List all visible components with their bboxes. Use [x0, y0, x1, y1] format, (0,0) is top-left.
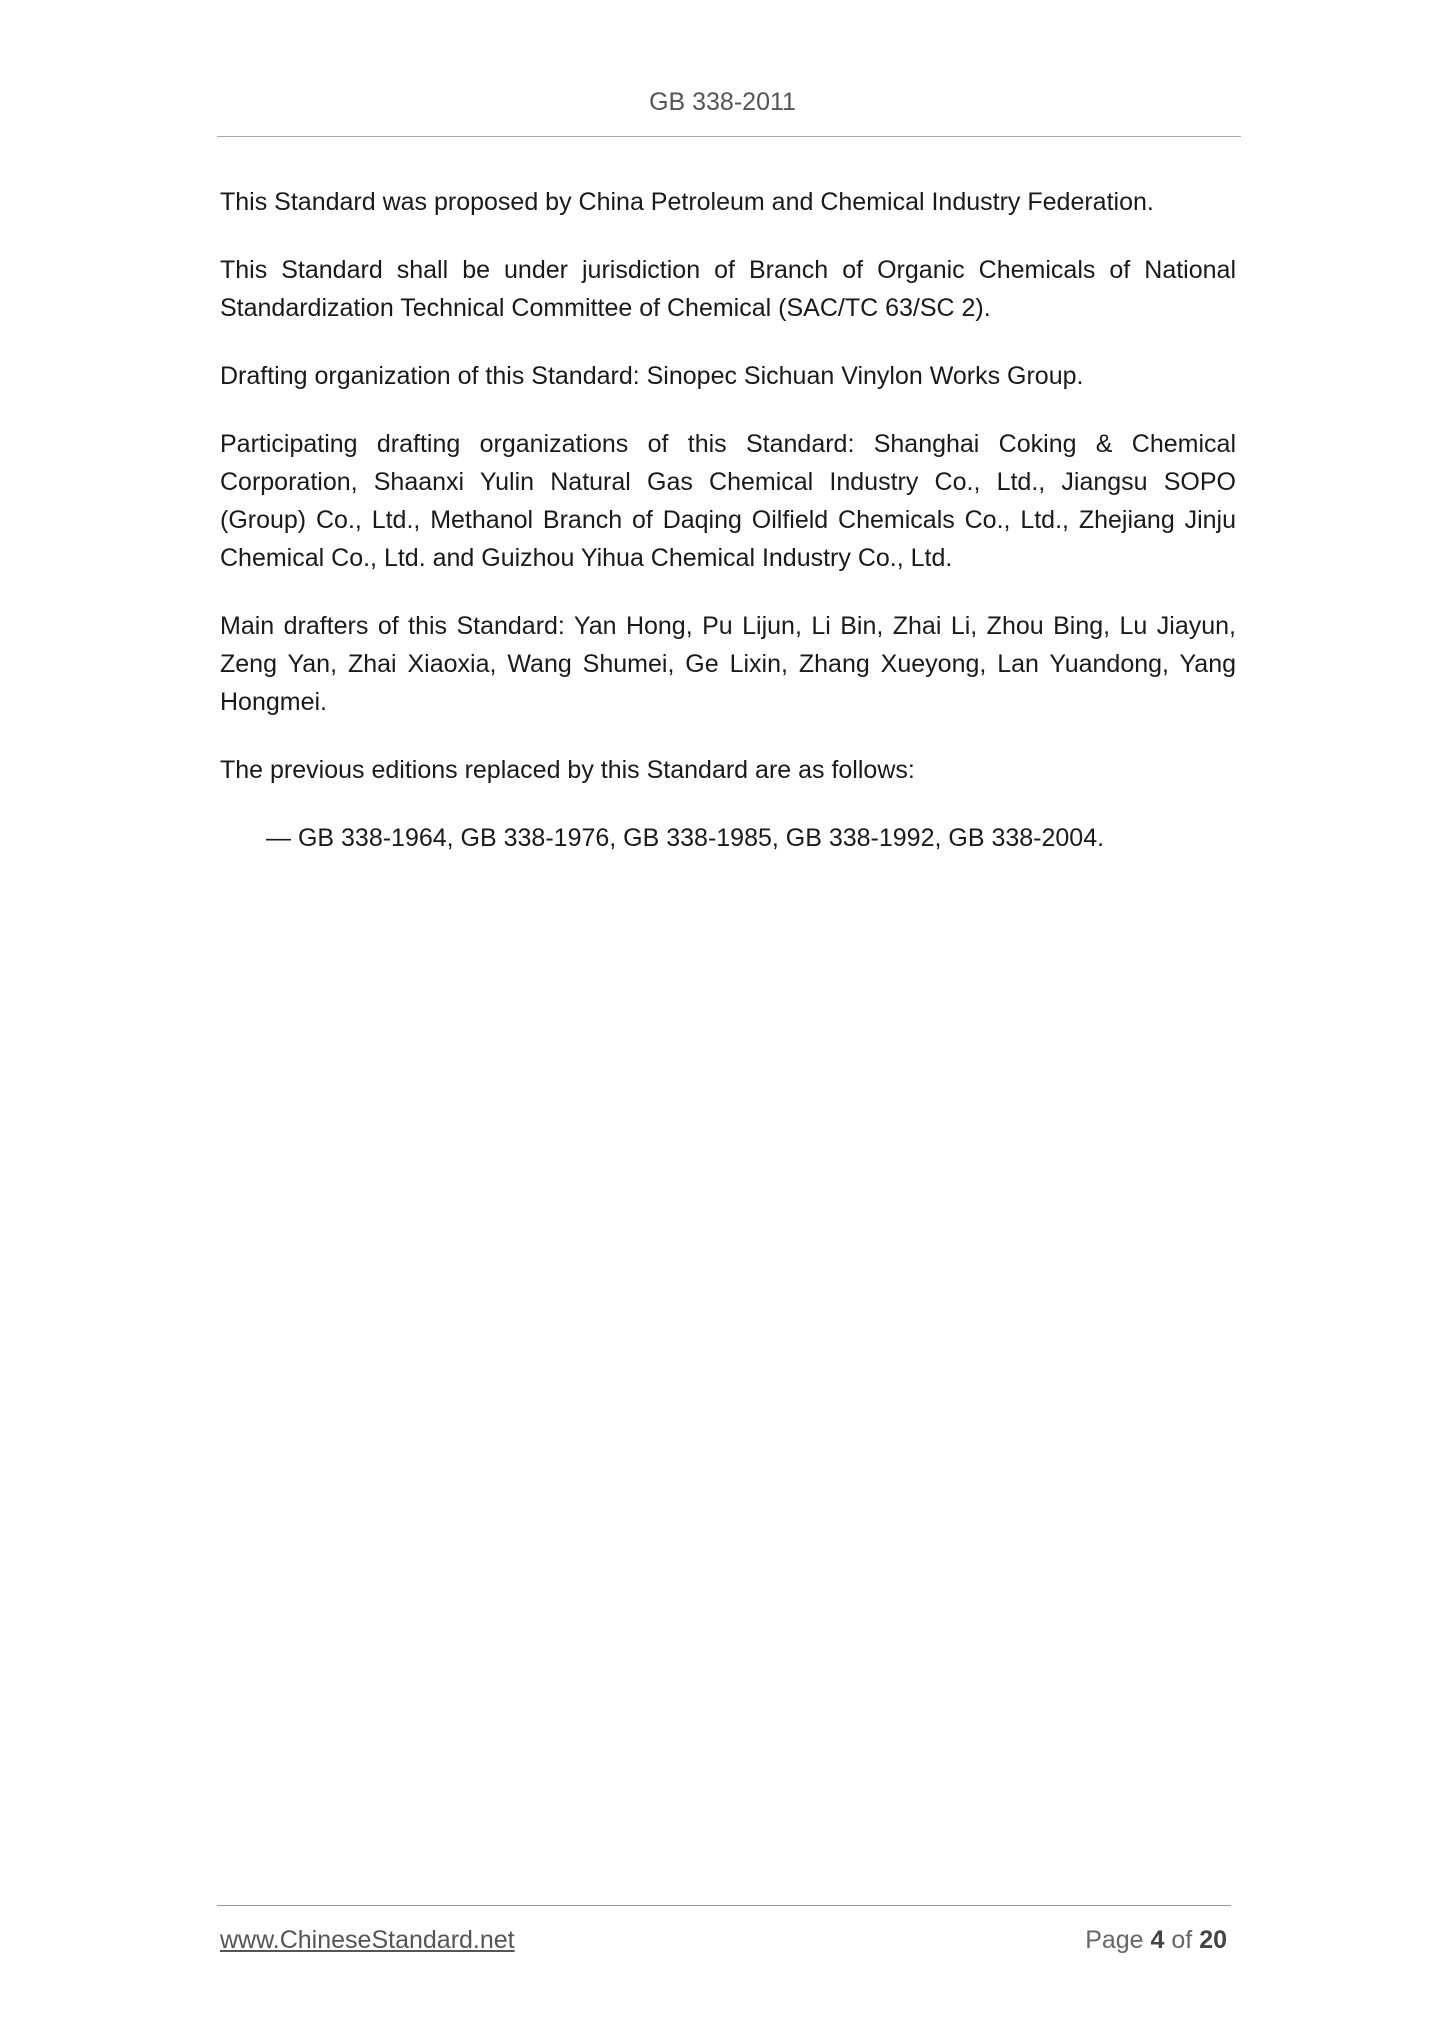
document-body	[220, 183, 1236, 857]
page-number	[1085, 1926, 1227, 1955]
header-divider	[217, 136, 1241, 137]
paragraph-participating-organizations: Participating drafting organizations of this Standard: Shanghai Coking & Chemical Corporation, Shaanxi Yulin Natural Gas Chemical Industry Co., Ltd., Jiangsu SOPO (Group) Co., Ltd., Methanol Branch of Daqing Oilfield Chemicals Co., Ltd., Zhejiang Jinju Chemical Co., Ltd. and Guizhou Yihua Chemical Industry Co., Ltd.	[220, 430, 1236, 572]
paragraph-main-drafters: Main drafters of this Standard: Yan Hong, Pu Lijun, Li Bin, Zhai Li, Zhou Bing, Lu Jiayun, Zeng Yan, Zhai Xiaoxia, Wang Shumei, Ge Lixin, Zhang Xueyong, Lan Yuandong, Yang Hongmei.	[220, 612, 1236, 716]
page-total: 20	[1199, 1926, 1227, 1954]
paragraph-jurisdiction: This Standard shall be under jurisdiction of Branch of Organic Chemicals of National Standardization Technical Committee of Chemical (SAC/TC 63/SC 2).	[220, 256, 1236, 322]
page-current: 4	[1150, 1926, 1165, 1954]
website-link[interactable]: www.ChineseStandard.net	[220, 1926, 515, 1954]
paragraph-previous-editions: The previous editions replaced by this Standard are as follows:	[220, 756, 915, 784]
list-item: — GB 338-1964, GB 338-1976, GB 338-1985, GB 338-1992, GB 338-2004.	[266, 824, 1105, 852]
page-header-title: GB 338-2011	[649, 88, 796, 116]
paragraph-proposed-by: This Standard was proposed by China Petroleum and Chemical Industry Federation.	[220, 188, 1154, 216]
paragraph-drafting-organization: Drafting organization of this Standard: Sinopec Sichuan Vinylon Works Group.	[220, 362, 1084, 390]
page-separator: of	[1164, 1926, 1200, 1954]
page-prefix: Page	[1085, 1926, 1151, 1954]
previous-editions-list	[220, 819, 1236, 857]
footer-divider	[217, 1905, 1231, 1906]
